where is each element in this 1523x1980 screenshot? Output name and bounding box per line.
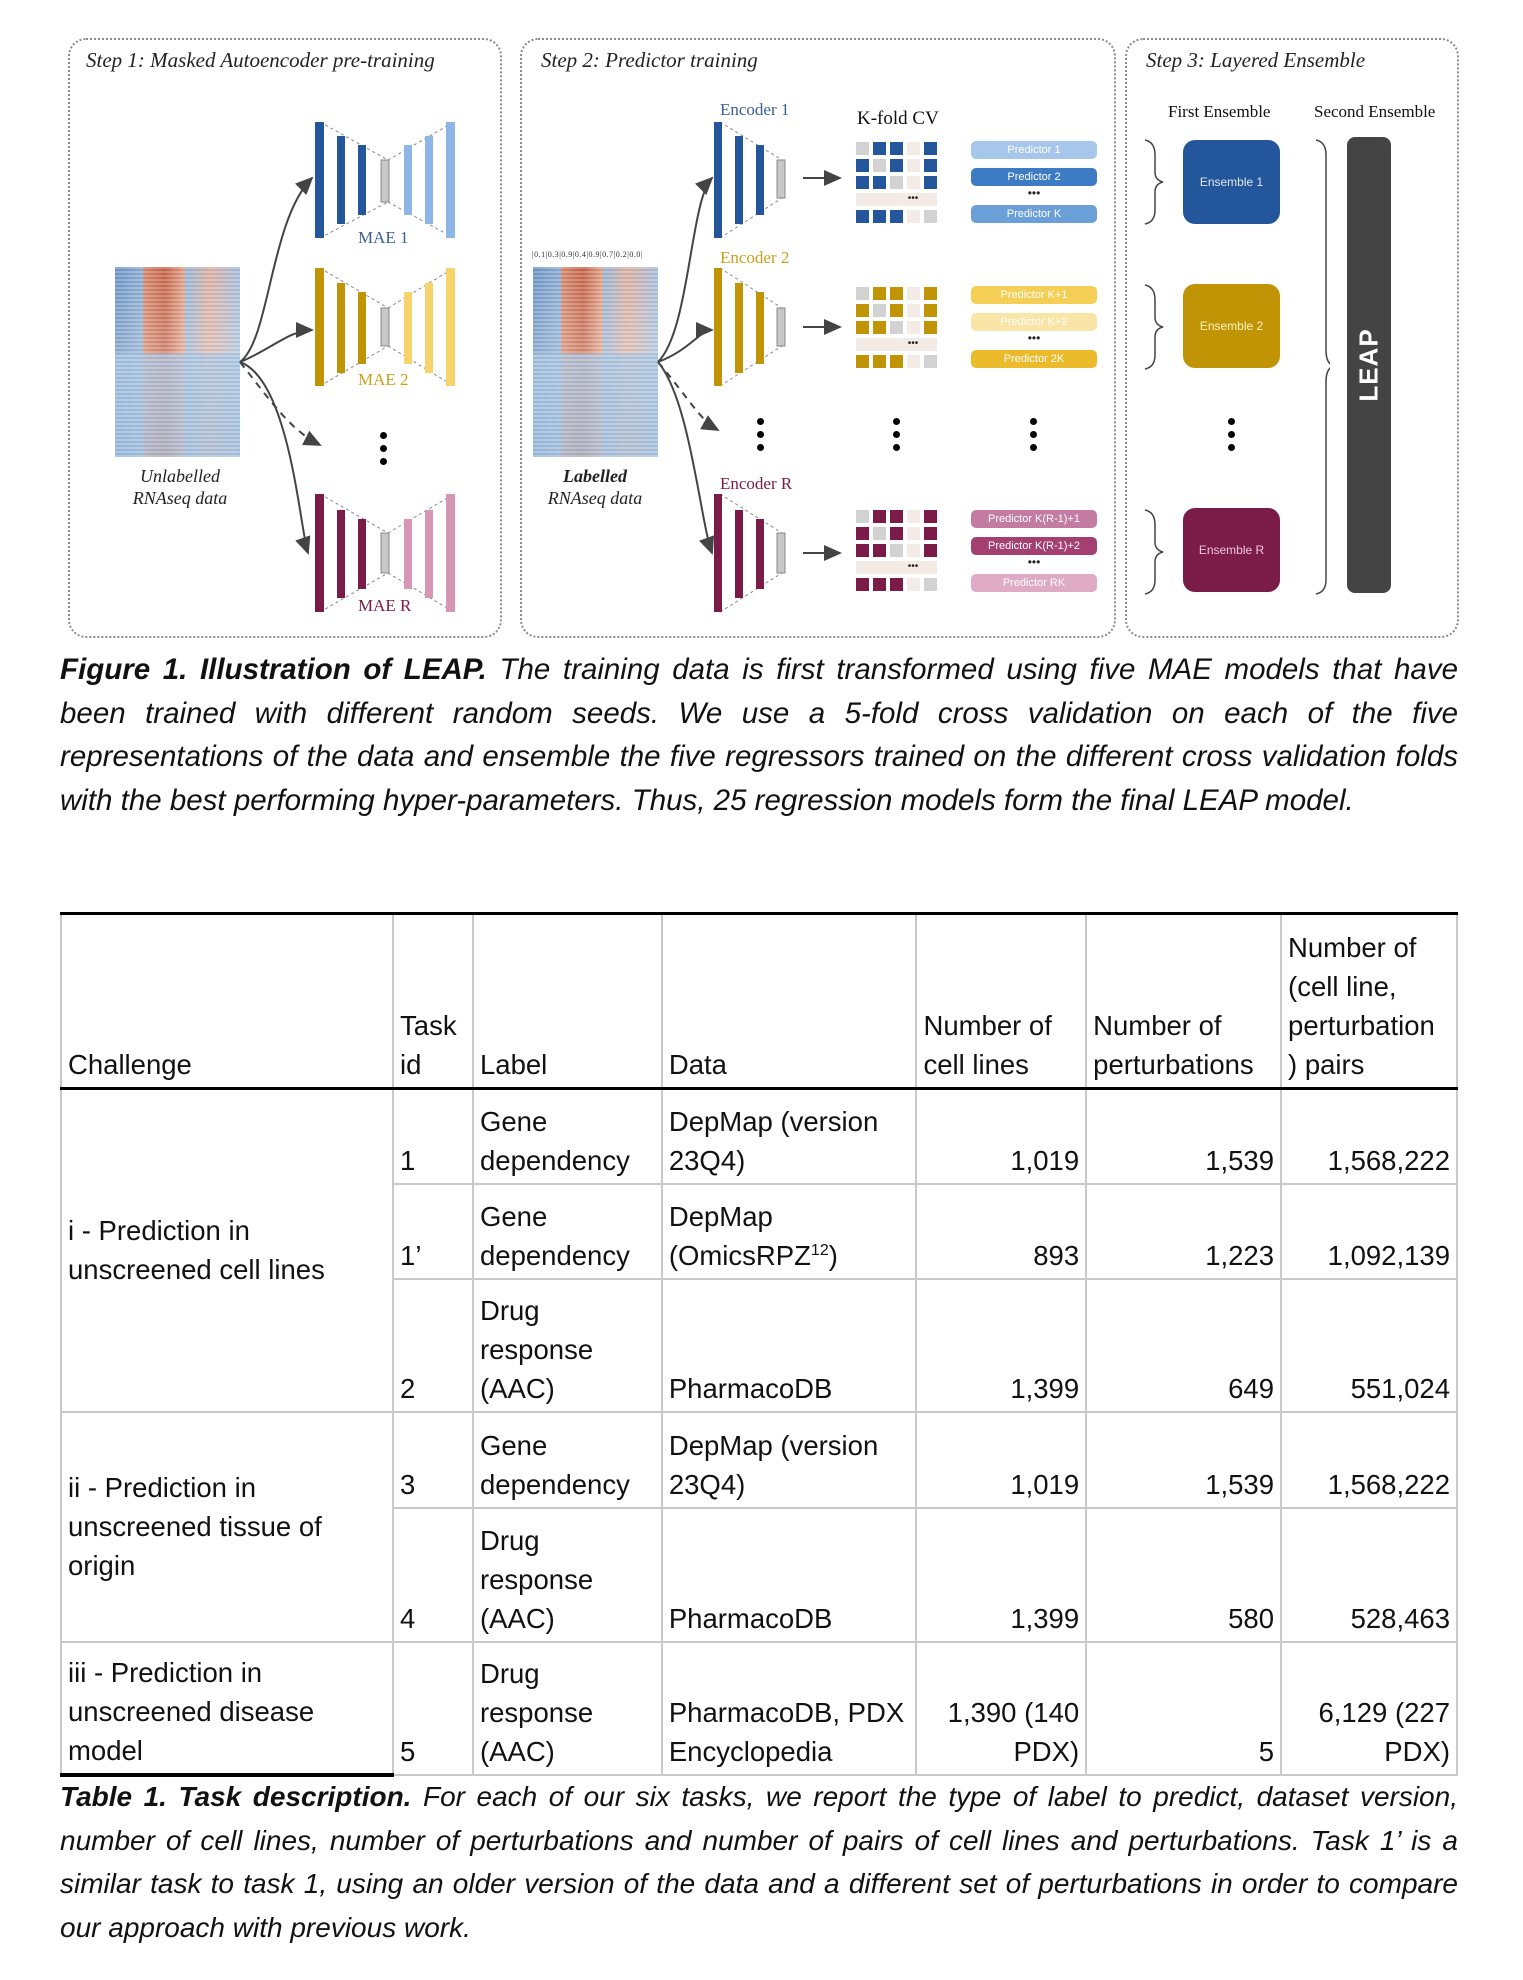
header-data: Data <box>662 914 917 1089</box>
second-ensemble-label: Second Ensemble <box>1314 102 1436 121</box>
table-caption-title: Table 1. Task description. <box>60 1781 412 1812</box>
encoder-r-label: Encoder R <box>720 474 793 493</box>
perturbations-cell: 580 <box>1086 1508 1281 1642</box>
svg-text:•••: ••• <box>907 193 919 204</box>
first-ensemble-label: First Ensemble <box>1168 102 1271 121</box>
header-pairs: Number of (cell line, perturbation ) pairs <box>1281 914 1457 1089</box>
predictor-k: Predictor K <box>971 205 1097 223</box>
leap-bar <box>1347 137 1391 593</box>
label-cell: Drug response (AAC) <box>473 1279 662 1412</box>
header-perturbations: Number of perturbations <box>1086 914 1281 1089</box>
table-header-row <box>61 914 1457 1089</box>
perturbations-cell: 1,539 <box>1086 1412 1281 1508</box>
perturbations-cell: 1,223 <box>1086 1184 1281 1279</box>
table-row <box>61 1089 1457 1184</box>
encoder-2-icon <box>714 268 785 386</box>
task-id-cell: 2 <box>393 1279 473 1412</box>
svg-text:•••: ••• <box>907 561 919 572</box>
task-id-cell: 1 <box>393 1089 473 1184</box>
predictor-k-plus-2: Predictor K+2 <box>971 313 1097 331</box>
kfold-grid-r <box>856 510 937 591</box>
task-id-cell: 1’ <box>393 1184 473 1279</box>
step2-diagram <box>0 0 1120 640</box>
predictor-k-plus-1: Predictor K+1 <box>971 286 1097 304</box>
leap-label: LEAP <box>1353 328 1384 402</box>
pairs-cell: 1,568,222 <box>1281 1412 1457 1508</box>
data-cell: DepMap (version 23Q4) <box>662 1089 917 1184</box>
cell-lines-cell: 893 <box>916 1184 1086 1279</box>
task-id-cell: 5 <box>393 1642 473 1775</box>
ellipsis: ••• <box>1027 555 1041 569</box>
ensemble-1: Ensemble 1 <box>1183 140 1280 224</box>
encoder-r-icon <box>714 494 785 612</box>
step1-title: Step 1: Masked Autoencoder pre-training <box>86 48 435 72</box>
header-cell-lines: Number of cell lines <box>916 914 1086 1089</box>
data-cell: DepMap (version 23Q4) <box>662 1412 917 1508</box>
pairs-cell: 1,092,139 <box>1281 1184 1457 1279</box>
ellipsis: ••• <box>1027 331 1041 345</box>
figure-caption <box>60 648 1458 822</box>
data-cell: DepMap (OmicsRPZ$^{12}$) <box>662 1184 917 1279</box>
encoder-2-label: Encoder 2 <box>720 248 790 267</box>
citation-superscript: 12 <box>810 1241 829 1259</box>
perturbations-cell: 1,539 <box>1086 1089 1281 1184</box>
header-task-id: Task id <box>393 914 473 1089</box>
ensemble-2: Ensemble 2 <box>1183 284 1280 368</box>
label-cell: Gene dependency <box>473 1412 662 1508</box>
predictor-k-r-1-plus-2: Predictor K(R-1)+2 <box>971 537 1097 555</box>
cell-lines-cell: 1,019 <box>916 1412 1086 1508</box>
table-row <box>61 1412 1457 1508</box>
pairs-cell: 551,024 <box>1281 1279 1457 1412</box>
step3-title: Step 3: Layered Ensemble <box>1146 48 1366 72</box>
labelled-data-caption: Labelled RNAseq data <box>547 466 643 508</box>
predictor-k-r-1-plus-1: Predictor K(R-1)+1 <box>971 510 1097 528</box>
pairs-cell: 1,568,222 <box>1281 1089 1457 1184</box>
mae-1-label: MAE 1 <box>358 228 409 247</box>
cell-lines-cell: 1,390 (140 PDX) <box>916 1642 1086 1775</box>
svg-text:•••: ••• <box>907 338 919 349</box>
figure-caption-title: Figure 1. Illustration of LEAP. <box>60 653 487 686</box>
predictor-2k: Predictor 2K <box>971 350 1097 368</box>
predictor-2: Predictor 2 <box>971 168 1097 186</box>
pairs-cell: 528,463 <box>1281 1508 1457 1642</box>
perturbations-cell: 649 <box>1086 1279 1281 1412</box>
task-id-cell: 3 <box>393 1412 473 1508</box>
data-cell: PharmacoDB <box>662 1508 917 1642</box>
challenge-cell: iii - Prediction in unscreened disease model <box>61 1642 393 1775</box>
kfold-cv-label: K-fold CV <box>857 108 939 129</box>
table-row <box>61 1642 1457 1775</box>
cell-lines-cell: 1,019 <box>916 1089 1086 1184</box>
table-caption <box>60 1775 1458 1949</box>
perturbations-cell: 5 <box>1086 1642 1281 1775</box>
header-challenge: Challenge <box>61 914 393 1089</box>
ensemble-r: Ensemble R <box>1183 508 1280 592</box>
encoder-1-icon <box>714 122 785 238</box>
vertical-ellipsis-icon <box>1228 418 1238 457</box>
encoder-1-label: Encoder 1 <box>720 100 790 119</box>
ellipsis: ••• <box>1027 186 1041 200</box>
step2-title: Step 2: Predictor training <box>541 48 758 72</box>
task-id-cell: 4 <box>393 1508 473 1642</box>
data-cell: PharmacoDB, PDX Encyclopedia <box>662 1642 917 1775</box>
label-cell: Drug response (AAC) <box>473 1642 662 1775</box>
label-cell: Drug response (AAC) <box>473 1508 662 1642</box>
cell-lines-cell: 1,399 <box>916 1508 1086 1642</box>
predictor-1: Predictor 1 <box>971 141 1097 159</box>
cell-lines-cell: 1,399 <box>916 1279 1086 1412</box>
label-cell: Gene dependency <box>473 1089 662 1184</box>
challenge-cell: ii - Prediction in unscreened tissue of origin <box>61 1412 393 1642</box>
vertical-ellipsis-icon <box>893 418 903 457</box>
mae-r-label: MAE R <box>358 596 412 615</box>
unlabelled-data-caption: Unlabelled RNAseq data <box>132 466 228 508</box>
kfold-grid-2 <box>856 287 937 368</box>
challenge-cell: i - Prediction in unscreened cell lines <box>61 1089 393 1412</box>
label-values: |0.1|0.3|0.9|0.4|0.9|0.7|0.2|0.0| <box>532 250 643 259</box>
task-table <box>60 912 1458 1777</box>
vertical-ellipsis-icon <box>1030 418 1040 457</box>
header-label: Label <box>473 914 662 1089</box>
data-cell: PharmacoDB <box>662 1279 917 1412</box>
kfold-grid-1 <box>856 142 937 223</box>
label-cell: Gene dependency <box>473 1184 662 1279</box>
mae-2-label: MAE 2 <box>358 370 409 389</box>
vertical-ellipsis-icon <box>757 418 767 457</box>
table-caption-text: For each of our six tasks, we report the type of label to predict, dataset version, number of cell lines, number of perturbations and number of pairs of cell lines and perturbations. Task 1’ is a similar task to task 1, using an older version of the data and a different set of perturbations in order to compare our approach with previous work. <box>60 1781 1458 1943</box>
pairs-cell: 6,129 (227 PDX) <box>1281 1642 1457 1775</box>
figure-caption-text: The training data is first transformed using five MAE models that have been trained with different random seeds. We use a 5-fold cross validation on each of the five representations of the data and ensemble the five regressors trained on the different cross validation folds with the best performing hyper-parameters. Thus, 25 regression models form the final LEAP model. <box>60 653 1458 817</box>
predictor-rk: Predictor RK <box>971 574 1097 592</box>
